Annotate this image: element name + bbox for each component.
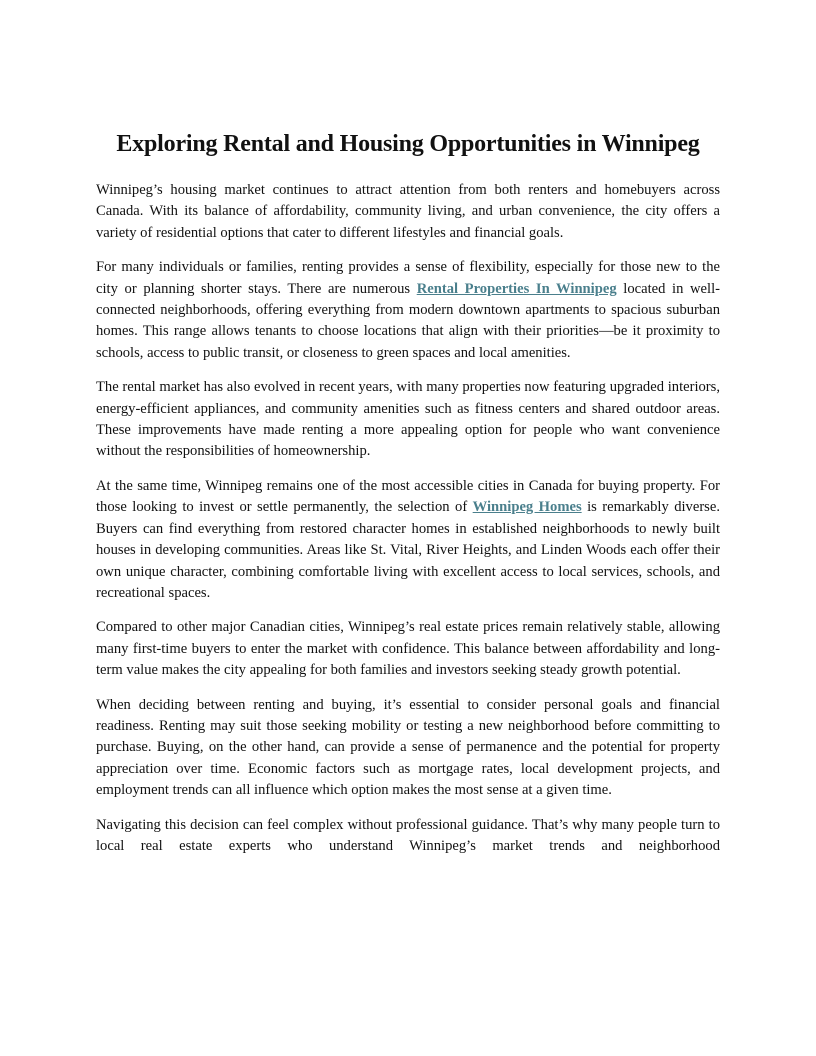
paragraph-text: At the same time, Winnipeg remains one of the most accessible cities in Canada for buying property. For those looking to invest or settle permanently, the selection of <box>96 477 720 516</box>
paragraph-intro: Winnipeg’s housing market continues to attract attention from both renters and homebuyers across Canada. With its balance of affordability, community living, and urban convenience, the city offers a variety of residential options that cater to different lifestyles and financial goals. <box>96 182 720 241</box>
document-page <box>96 128 720 870</box>
paragraph-text: For many individuals or families, renting provides a sense of flexibility, especially for those new to the city or planning shorter stays. There are numerous <box>96 259 720 297</box>
paragraph-guidance: Navigating this decision can feel complex without professional guidance. That’s why many people turn to local real estate experts who understand Winnipeg’s market trends and neighborhood <box>96 816 720 854</box>
page-title: Exploring Rental and Housing Opportunities in Winnipeg <box>116 131 700 157</box>
paragraph-renting <box>96 257 720 364</box>
paragraph-text: is remarkably diverse. Buyers can find everything from restored character homes in established neighborhoods to newly built houses in developing communities. Areas like St. Vital, River Heights, and Linden Woods each offer their own unique character, combining comfortable living with excellent access to local services, schools, and recreational spaces. <box>96 499 720 601</box>
paragraph-deciding: When deciding between renting and buying, it’s essential to consider personal goals and financial readiness. Renting may suit those seeking mobility or testing a new neighborhood before committing to purchase. Buying, on the other hand, can provide a sense of permanence and the potential for property appreciation over time. Economic factors such as mortgage rates, local development projects, and employment trends can all influence which option makes the most sense at a given time. <box>96 696 720 799</box>
paragraph-text: located in well-connected neighborhoods, offering everything from modern downtown apartments to spacious suburban homes. This range allows tenants to choose locations that align with their priorities—be it proximity to schools, access to public transit, or closeness to green spaces and local amenities. <box>96 280 721 361</box>
paragraph-buying <box>96 476 720 604</box>
rental-properties-link[interactable]: Rental Properties In Winnipeg <box>416 280 617 297</box>
winnipeg-homes-link[interactable]: Winnipeg Homes <box>472 499 582 516</box>
paragraph-rental-market: The rental market has also evolved in recent years, with many properties now featuring upgraded interiors, energy-efficient appliances, and community amenities such as fitness centers and shared outdoor areas. These improvements have made renting a more appealing option for people who want convenience without the responsibilities of homeownership. <box>96 379 720 460</box>
paragraph-prices: Compared to other major Canadian cities, Winnipeg’s real estate prices remain relatively stable, allowing many first-time buyers to enter the market with confidence. This balance between affordability and long-term value makes the city appealing for both families and investors seeking steady growth potential. <box>96 619 720 679</box>
